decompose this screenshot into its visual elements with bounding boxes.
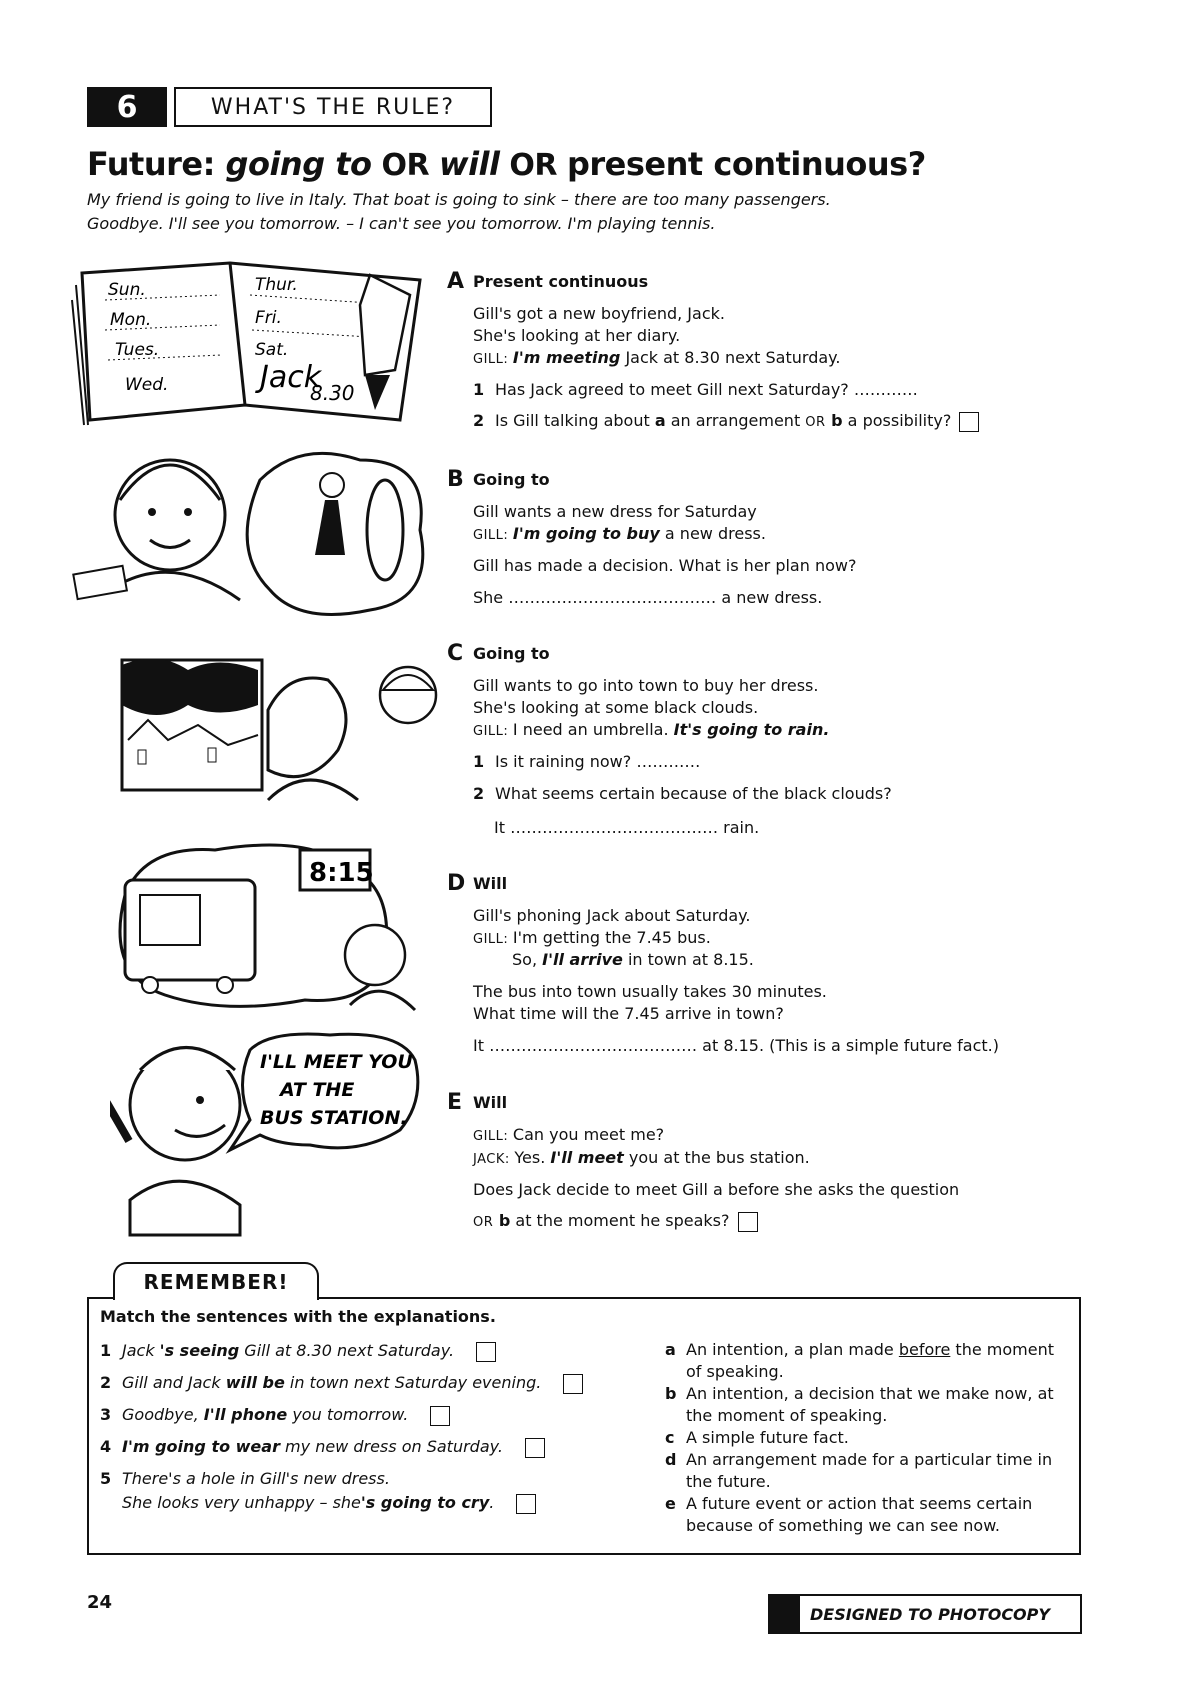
title-or: OR [371, 148, 440, 183]
question-line [473, 784, 892, 803]
section-letter: C [447, 640, 464, 666]
diary-note: 8.30 [310, 381, 355, 405]
explanation-item [665, 1339, 1065, 1383]
text-line: Gill has made a decision. What is her plan now? [473, 556, 857, 575]
explanation-text: An intention, a decision that we make now, at the moment of speaking. [686, 1384, 1054, 1425]
diary-day: Wed. [125, 375, 169, 395]
dialogue-line [473, 524, 766, 543]
text-line: What time will the 7.45 arrive in town? [473, 1004, 784, 1023]
dialogue-line [473, 928, 711, 947]
diary-day: Fri. [255, 308, 282, 328]
sentence-text: Gill and Jack [122, 1373, 226, 1392]
sentence-number: 5 [100, 1469, 112, 1488]
match-sentence [100, 1373, 583, 1394]
section-title: Will [473, 1092, 508, 1112]
bus-clock: 8:15 [309, 858, 374, 888]
question-number: 1 [473, 752, 485, 771]
or-word: OR [805, 415, 826, 430]
black-clouds-illustration [118, 650, 438, 810]
gill-shopping-illustration [70, 440, 430, 630]
sentence-number: 3 [100, 1405, 112, 1424]
section-b [447, 466, 1067, 616]
example-text: a new dress. [659, 524, 766, 543]
explanation-letter: d [665, 1450, 677, 1469]
sentence-number: 2 [100, 1373, 112, 1392]
page-number: 24 [87, 1592, 113, 1613]
option-letter: b [493, 1211, 511, 1230]
explanation-letter: a [665, 1340, 676, 1359]
diary-day: Sat. [255, 340, 289, 360]
sentence-text: Jack [122, 1341, 160, 1360]
fill-in-line[interactable]: She ………………………………… a new dress. [473, 588, 823, 607]
sentence-text: . [489, 1493, 495, 1512]
example-phrase: I'm meeting [512, 348, 621, 367]
speech-bubble-text: I'LL MEET YOU [260, 1051, 413, 1073]
section-letter: B [447, 466, 464, 492]
sentence-text: Goodbye, [122, 1405, 204, 1424]
option-text: at the moment he speaks? [510, 1211, 730, 1230]
photocopy-badge [768, 1594, 1082, 1634]
explanation-text: the moment of speaking. [686, 1340, 1054, 1381]
answer-checkbox[interactable] [959, 412, 979, 432]
explanation-underline: before [898, 1340, 951, 1359]
sentence-verb: 's seeing [159, 1341, 240, 1360]
example-phrase: I'm going to buy [512, 524, 660, 543]
remember-label: REMEMBER! [143, 1270, 289, 1294]
sentence-number: 4 [100, 1437, 112, 1456]
option-letter: a [654, 411, 666, 430]
answer-checkbox[interactable] [430, 1406, 450, 1426]
diary-day: Thur. [255, 275, 298, 295]
diary-note: Jack [260, 360, 322, 395]
question-number: 1 [473, 380, 485, 399]
sentence-number: 1 [100, 1341, 112, 1360]
question-text: What seems certain because of the black clouds? [495, 784, 892, 803]
title-part: Future: [87, 145, 226, 183]
intro-line: Goodbye. I'll see you tomorrow. – I can't see you tomorrow. I'm playing tennis. [87, 214, 716, 233]
title-or: OR [499, 148, 567, 183]
text-line: She's looking at some black clouds. [473, 698, 759, 717]
sentence-text: She looks very unhappy – she [122, 1493, 361, 1512]
speaker-name: GILL: [473, 932, 513, 947]
option-text: a possibility? [842, 411, 952, 430]
section-title: Present continuous [473, 271, 649, 291]
sentence-text: There's a hole in Gill's new dress. [122, 1469, 390, 1488]
question-text[interactable]: Is it raining now? ………… [495, 752, 701, 771]
text-line: Gill wants a new dress for Saturday [473, 502, 757, 521]
question-number: 2 [473, 784, 485, 803]
question-text: Does Jack decide to meet Gill a before she asks the question [473, 1180, 960, 1199]
sentence-verb: I'm going to wear [122, 1437, 280, 1456]
match-sentence [122, 1493, 536, 1514]
or-word: OR [473, 1215, 494, 1230]
diary-day: Sun. [108, 280, 146, 300]
text-line: She's looking at her diary. [473, 326, 681, 345]
unit-label: WHAT'S THE RULE? [210, 94, 456, 120]
section-title: Going to [473, 643, 550, 663]
example-text: I need an umbrella. [512, 720, 674, 739]
remember-tab [113, 1262, 319, 1300]
fill-in-line[interactable]: It ………………………………… rain. [494, 818, 760, 837]
section-title: Will [473, 873, 508, 893]
match-sentence [100, 1341, 496, 1362]
photocopy-label: DESIGNED TO PHOTOCOPY [810, 1604, 1050, 1624]
sentence-text: my new dress on Saturday. [279, 1437, 503, 1456]
dialogue-line [473, 1125, 664, 1144]
explanation-item [665, 1383, 1065, 1427]
sentence-text: in town next Saturday evening. [284, 1373, 542, 1392]
sentence-text: you tomorrow. [287, 1405, 409, 1424]
option-letter: b [825, 411, 843, 430]
dialogue-line [473, 1148, 810, 1167]
question-number: 2 [473, 411, 485, 430]
explanation-item [665, 1427, 1065, 1449]
sentence-verb: 's going to cry [360, 1493, 490, 1512]
example-text: Jack at 8.30 next Saturday. [620, 348, 841, 367]
question-line [473, 752, 700, 771]
section-letter: E [447, 1089, 463, 1115]
explanation-text: An arrangement made for a particular time in the future. [686, 1450, 1053, 1491]
answer-checkbox[interactable] [525, 1438, 545, 1458]
explanation-letter: b [665, 1384, 677, 1403]
answer-checkbox[interactable] [563, 1374, 583, 1394]
question-line [473, 411, 979, 432]
title-will: will [439, 145, 500, 183]
section-d [447, 870, 1067, 1070]
question-text: Has Jack agreed to meet Gill next Saturday? ………… [495, 380, 918, 399]
example-text: you at the bus station. [623, 1148, 810, 1167]
speech-bubble-text: AT THE [280, 1079, 355, 1101]
dialogue-line [473, 348, 840, 367]
bus-phone-illustration [105, 835, 425, 1015]
intro-line: My friend is going to live in Italy. That boat is going to sink – there are too many passengers. [87, 190, 831, 209]
question-line [473, 380, 918, 399]
unit-number-badge [87, 87, 167, 127]
text-line: Gill's got a new boyfriend, Jack. [473, 304, 725, 323]
example-text: I'm getting the 7.45 bus. [512, 928, 711, 947]
fill-in-line[interactable]: It ………………………………… at 8.15. (This is a simple future fact.) [473, 1036, 999, 1055]
explanation-letter: e [665, 1494, 676, 1513]
dialogue-line [473, 720, 829, 739]
diary-day: Tues. [115, 340, 160, 360]
diary-illustration [70, 255, 430, 430]
option-text: an arrangement [665, 411, 806, 430]
unit-label-box [174, 87, 492, 127]
page-title [87, 145, 926, 183]
section-title: Going to [473, 469, 550, 489]
dialogue-line [512, 950, 754, 969]
text-line: Gill wants to go into town to buy her dress. [473, 676, 819, 695]
sentence-verb: will be [225, 1373, 285, 1392]
text-line: The bus into town usually takes 30 minutes. [473, 982, 827, 1001]
text-line: Gill's phoning Jack about Saturday. [473, 906, 751, 925]
section-c [447, 640, 1067, 840]
speaker-name: GILL: [473, 1129, 513, 1144]
answer-checkbox[interactable] [476, 1342, 496, 1362]
photocopy-logo-icon [770, 1596, 800, 1632]
question-text: Is Gill talking about [495, 411, 655, 430]
explanation-text: A simple future fact. [686, 1428, 849, 1447]
match-sentence [100, 1437, 545, 1458]
title-part: present continuous? [566, 145, 926, 183]
example-phrase: I'll arrive [542, 950, 623, 969]
speaker-name: GILL: [473, 724, 513, 739]
example-text: So, [512, 950, 543, 969]
title-going-to: going to [225, 145, 372, 183]
example-text: in town at 8.15. [622, 950, 754, 969]
example-phrase: It's going to rain. [673, 720, 830, 739]
explanation-letter: c [665, 1428, 675, 1447]
sentence-verb: I'll phone [203, 1405, 288, 1424]
example-text: Yes. [514, 1148, 551, 1167]
speaker-name: GILL: [473, 528, 513, 543]
diary-day: Mon. [110, 310, 152, 330]
speech-bubble-text: BUS STATION. [260, 1107, 408, 1129]
question-line [473, 1211, 758, 1232]
section-e [447, 1089, 1067, 1239]
section-letter: A [447, 268, 465, 294]
match-heading: Match the sentences with the explanations. [100, 1307, 496, 1326]
answer-checkbox[interactable] [516, 1494, 536, 1514]
section-letter: D [447, 870, 466, 896]
sentence-text: Gill at 8.30 next Saturday. [239, 1341, 455, 1360]
match-sentence [100, 1405, 450, 1426]
example-text: Can you meet me? [512, 1125, 665, 1144]
explanation-item [665, 1449, 1065, 1493]
answer-checkbox[interactable] [738, 1212, 758, 1232]
unit-number: 6 [116, 89, 138, 125]
explanation-item [665, 1493, 1065, 1537]
match-sentence [100, 1469, 390, 1488]
section-a [447, 268, 1067, 438]
example-phrase: I'll meet [550, 1148, 624, 1167]
explanation-text: A future event or action that seems certain because of something we can see now. [686, 1494, 1033, 1535]
explanation-text: An intention, a plan made [686, 1340, 899, 1359]
jack-speech-illustration [110, 1030, 430, 1240]
speaker-name: JACK: [473, 1152, 515, 1167]
speaker-name: GILL: [473, 352, 513, 367]
